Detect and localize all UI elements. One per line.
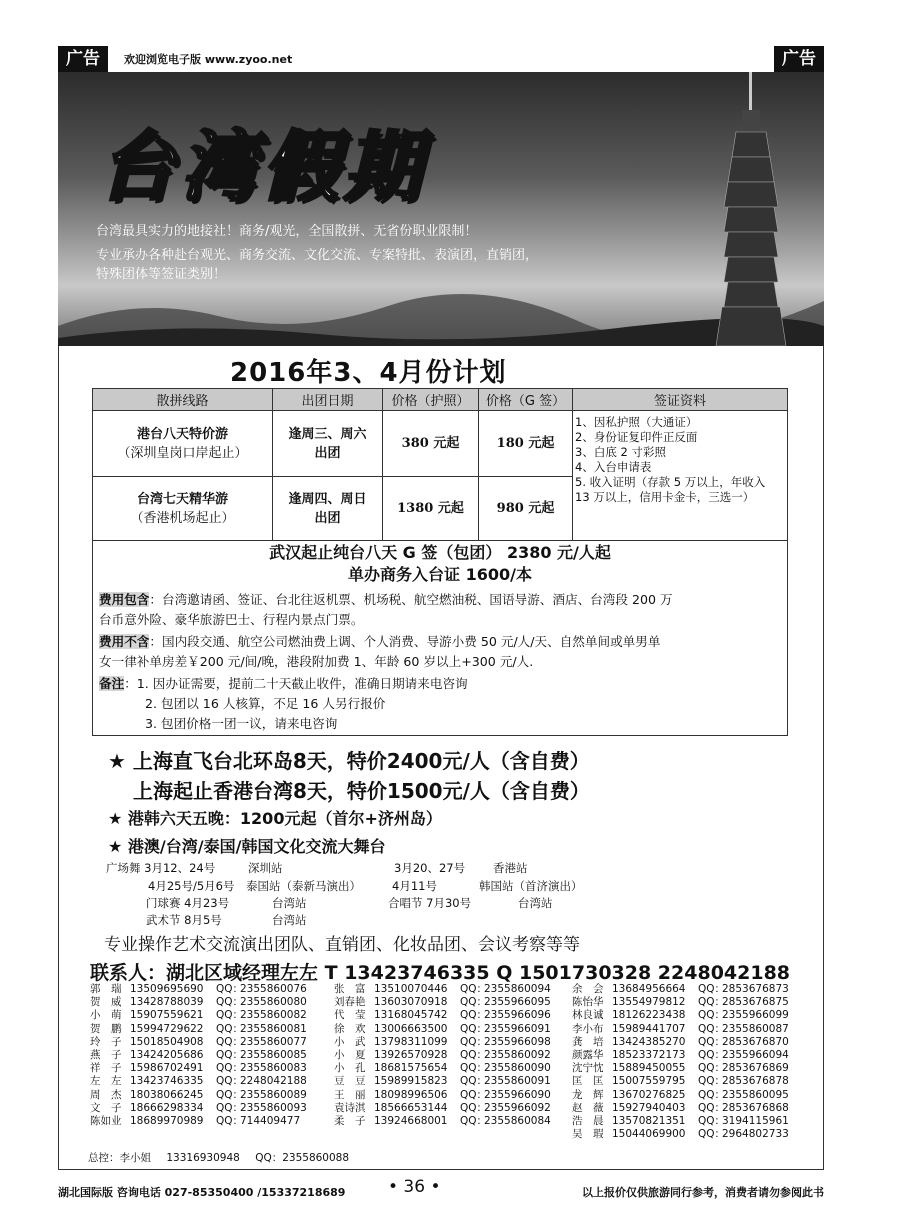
qq-label: QQ： [698, 1048, 726, 1061]
staff-qq: 3194115961 [722, 1114, 789, 1127]
schedule-item: 台湾站 [272, 913, 307, 927]
staff-row [90, 1036, 307, 1049]
staff-qq: 2355860084 [484, 1114, 551, 1127]
visa-cell [573, 411, 788, 541]
staff-row [90, 1089, 307, 1102]
staff-row [334, 996, 551, 1009]
staff-name: 浩 晨 [572, 1114, 604, 1127]
staff-name: 张 富 [334, 983, 366, 995]
qq-label: QQ： [460, 1009, 488, 1022]
wuhan-offer: 武汉起止纯台八天 G 签（包团） 2380 元/人起 [269, 543, 611, 562]
staff-name: 王 丽 [334, 1088, 366, 1101]
staff-qq: 2355966099 [722, 1009, 789, 1022]
staff-name: 余 会 [572, 983, 604, 995]
staff-row [572, 1115, 789, 1128]
hero-title: 台湾假期 [98, 122, 426, 211]
qq-label: QQ： [216, 1114, 244, 1127]
staff-qq: 2355860087 [722, 1022, 789, 1035]
staff-phone: 18126223438 [612, 1009, 686, 1022]
schedule-item: 香港站 [493, 861, 528, 875]
staff-row [334, 1009, 551, 1022]
total-control [88, 1150, 361, 1165]
hero-line-1: 台湾最具实力的地接社！商务/观光，全国散拼、无省份职业限制！ [96, 224, 478, 239]
staff-row [334, 1036, 551, 1049]
staff-qq: 2964802733 [722, 1128, 789, 1141]
contact-line: 联系人：湖北区域经理左左 T 13423746335 Q 1501730328 2248042188 [90, 962, 791, 984]
staff-name: 徐 欢 [334, 1022, 366, 1035]
staff-row [572, 1128, 789, 1141]
staff-phone: 15994729622 [130, 1022, 204, 1035]
schedule-item: 4月11号 [392, 879, 437, 893]
staff-qq: 2355860094 [484, 983, 551, 995]
staff-qq: 2355860080 [240, 996, 307, 1009]
staff-phone: 13924668001 [374, 1114, 448, 1127]
qq-label: QQ： [460, 996, 488, 1009]
fee-exclude-line [99, 632, 783, 652]
staff-name: 玲 子 [90, 1035, 122, 1048]
price-passport: 380 元起 [383, 411, 479, 477]
date-line: 出团 [314, 445, 341, 461]
staff-qq: 2853676878 [722, 1075, 789, 1088]
route-name: 港台八天特价游 [136, 426, 228, 442]
fee-include-label: 费用包含 [99, 592, 150, 607]
staff-row [90, 1115, 307, 1128]
ops-services: 专业操作艺术交流演出团队、直销团、化妆品团、会议考察等等 [104, 935, 580, 955]
staff-name: 陈怡华 [572, 996, 604, 1009]
visa-item: 4、入台申请表 [575, 460, 652, 474]
staff-qq: 2355966095 [484, 996, 551, 1009]
staff-phone: 15044069900 [612, 1128, 686, 1141]
schedule-item: 广场舞 3月12、24号 [106, 861, 216, 875]
qq-label: QQ： [460, 1022, 488, 1035]
visa-item: 2、身份证复印件正反面 [575, 430, 698, 444]
route-sub: （香港机场起止） [130, 510, 235, 526]
staff-row [90, 996, 307, 1009]
price-g: 980 元起 [479, 477, 573, 541]
date-line: 逢周四、周日 [288, 491, 367, 507]
staff-name: 匡 匡 [572, 1075, 604, 1088]
staff-qq: 2355860085 [240, 1048, 307, 1061]
fee-include-line [99, 590, 783, 610]
schedule-item: 4月25号/5月6号 [148, 879, 235, 893]
visa-item: 3、白底 2 寸彩照 [575, 445, 666, 459]
plan-table [92, 388, 788, 541]
staff-phone: 18038066245 [130, 1088, 204, 1101]
total-qq: QQ：2355860088 [255, 1152, 350, 1164]
staff-phone: 15927940403 [612, 1101, 686, 1114]
staff-phone: 13424205686 [130, 1048, 204, 1061]
date-line: 逢周三、周六 [288, 426, 367, 442]
staff-row [90, 1049, 307, 1062]
staff-qq: 714409477 [240, 1114, 301, 1127]
staff-name: 龚 培 [572, 1035, 604, 1048]
promo-shanghai-hk-taiwan: 上海起止香港台湾8天，特价1500元/人（含自费） [133, 779, 590, 803]
staff-name: 文 子 [90, 1101, 122, 1114]
staff-name: 沈宁忱 [572, 1062, 604, 1075]
staff-row [334, 1062, 551, 1075]
fee-box [92, 540, 788, 736]
staff-name: 燕 子 [90, 1048, 122, 1061]
plan-table-header [93, 389, 788, 411]
promo-shanghai-taipei: ★ 上海直飞台北环岛8天，特价2400元/人（含自费） [108, 749, 590, 773]
staff-row [334, 1089, 551, 1102]
staff-phone: 18098996506 [374, 1088, 448, 1101]
staff-name: 林良诚 [572, 1009, 604, 1022]
total-label: 总控：李小姐 [88, 1152, 151, 1164]
visa-item: 5. 收入证明（存款 5 万以上，年收入 [575, 475, 766, 489]
qq-label: QQ： [460, 1114, 488, 1127]
qq-label: QQ： [216, 1035, 244, 1048]
staff-row [334, 1075, 551, 1088]
qq-label: QQ： [216, 1022, 244, 1035]
table-row [93, 411, 788, 477]
staff-row [90, 983, 307, 996]
staff-phone: 13570821351 [612, 1114, 686, 1127]
staff-qq: 2355966096 [484, 1009, 551, 1022]
staff-row [334, 1102, 551, 1115]
date-cell [273, 477, 383, 541]
staff-qq: 2355966094 [722, 1048, 789, 1061]
hero-line-3: 特殊团体等签证类别！ [96, 267, 227, 282]
plan-title: 2016年3、4月份计划 [230, 358, 507, 388]
staff-phone: 13168045742 [374, 1009, 448, 1022]
staff-phone: 15007559795 [612, 1075, 686, 1088]
staff-name: 龙 辉 [572, 1088, 604, 1101]
staff-name: 袁诗淇 [334, 1101, 366, 1114]
staff-name: 周 杰 [90, 1088, 122, 1101]
staff-qq: 2853676875 [722, 996, 789, 1009]
staff-name: 代 莹 [334, 1009, 366, 1022]
site-url[interactable]: 欢迎浏览电子版 www.zyoo.net [124, 53, 293, 66]
header-price-g: 价格（G 签） [479, 389, 573, 411]
staff-name: 郭 瑞 [90, 983, 122, 995]
staff-row [572, 996, 789, 1009]
staff-qq: 2248042188 [240, 1075, 307, 1088]
staff-qq: 2853676869 [722, 1062, 789, 1075]
qq-label: QQ： [460, 983, 488, 995]
fee-exclude-label: 费用不含 [99, 634, 150, 649]
schedule-item: 合唱节 7月30号 [388, 896, 472, 910]
staff-column-3 [572, 983, 789, 1141]
taipei-101-tower-image [706, 72, 796, 346]
promo-culture-stage: ★ 港澳/台湾/泰国/韩国文化交流大舞台 [108, 837, 386, 856]
staff-name: 小 夏 [334, 1048, 366, 1061]
staff-phone: 18523372173 [612, 1048, 686, 1061]
staff-phone: 13423746335 [130, 1075, 204, 1088]
staff-phone: 15907559621 [130, 1009, 204, 1022]
staff-phone: 18566653144 [374, 1101, 448, 1114]
staff-name: 祥 子 [90, 1062, 122, 1075]
staff-qq: 2355966091 [484, 1022, 551, 1035]
qq-label: QQ： [698, 1062, 726, 1075]
qq-label: QQ： [460, 1035, 488, 1048]
staff-qq: 2355860092 [484, 1048, 551, 1061]
note-text-1: ：1. 因办证需要，提前二十天截止收件，准确日期请来电咨询 [124, 676, 468, 691]
schedule-item: 台湾站 [518, 896, 553, 910]
staff-qq: 2355860095 [722, 1088, 789, 1101]
fee-include-text-2: 台币意外险、豪华旅游巴士、行程内景点门票。 [99, 612, 364, 627]
schedule-item: 武术节 8月5号 [146, 913, 222, 927]
staff-name: 刘春艳 [334, 996, 366, 1009]
staff-row [334, 1023, 551, 1036]
staff-name: 小 孔 [334, 1062, 366, 1075]
staff-phone: 15018504908 [130, 1035, 204, 1048]
staff-row [334, 1115, 551, 1128]
staff-phone: 13510070446 [374, 983, 448, 995]
staff-row [90, 1023, 307, 1036]
staff-qq: 2355966092 [484, 1101, 551, 1114]
ad-tag-left: 广告 [58, 46, 108, 72]
qq-label: QQ： [460, 1062, 488, 1075]
staff-qq: 2355860082 [240, 1009, 307, 1022]
route-sub: （深圳皇岗口岸起止） [117, 445, 248, 461]
staff-phone: 13554979812 [612, 996, 686, 1009]
schedule-item: 泰国站（泰新马演出） [246, 879, 361, 893]
visa-item: 1、因私护照（大通证） [575, 415, 698, 429]
schedule-item: 台湾站 [272, 896, 307, 910]
staff-qq: 2355860083 [240, 1062, 307, 1075]
qq-label: QQ： [460, 1048, 488, 1061]
note-label: 备注 [99, 676, 125, 691]
qq-label: QQ： [216, 1048, 244, 1061]
staff-name: 小 武 [334, 1035, 366, 1048]
staff-row [334, 1049, 551, 1062]
qq-label: QQ： [460, 1088, 488, 1101]
note-text-3: 3. 包团价格一团一议，请来电咨询 [145, 716, 338, 731]
staff-qq: 2853676873 [722, 983, 789, 995]
staff-name: 贺 威 [90, 996, 122, 1009]
top-bar [58, 46, 824, 74]
staff-row [572, 1023, 789, 1036]
staff-qq: 2355860091 [484, 1075, 551, 1088]
staff-row [572, 1089, 789, 1102]
qq-label: QQ： [216, 1101, 244, 1114]
note-line [99, 674, 783, 694]
fee-exclude-text: ：国内段交通、航空公司燃油费上调、个人消费、导游小费 50 元/人/天、自然单间或单男单 [149, 634, 661, 649]
staff-phone: 18689970989 [130, 1114, 204, 1127]
staff-phone: 13006663500 [374, 1022, 448, 1035]
schedule-item: 韩国站（首济演出） [479, 879, 583, 893]
staff-qq: 2355966098 [484, 1035, 551, 1048]
staff-phone: 13603070918 [374, 996, 448, 1009]
staff-phone: 13428788039 [130, 996, 204, 1009]
total-phone: 13316930948 [166, 1152, 240, 1164]
staff-qq: 2853676868 [722, 1101, 789, 1114]
header-visa: 签证资料 [573, 389, 788, 411]
staff-phone: 13670276825 [612, 1088, 686, 1101]
staff-phone: 13424385270 [612, 1035, 686, 1048]
staff-phone: 18666298334 [130, 1101, 204, 1114]
ad-tag-right: 广告 [774, 46, 824, 72]
qq-label: QQ： [216, 1062, 244, 1075]
header-price-passport: 价格（护照） [383, 389, 479, 411]
staff-row [572, 1049, 789, 1062]
staff-qq: 2355860077 [240, 1035, 307, 1048]
staff-row [572, 983, 789, 996]
qq-label: QQ： [698, 1075, 726, 1088]
staff-name: 赵 薇 [572, 1101, 604, 1114]
qq-label: QQ： [698, 1009, 726, 1022]
staff-phone: 13926570928 [374, 1048, 448, 1061]
qq-label: QQ： [460, 1075, 488, 1088]
route-name: 台湾七天精华游 [136, 491, 228, 507]
business-permit-offer: 单办商务入台证 1600/本 [348, 565, 532, 584]
fee-exclude-text-2: 女一律补单房差￥200 元/间/晚，港段附加费 1、年龄 60 岁以上+300 元/人. [99, 654, 534, 669]
price-g: 180 元起 [479, 411, 573, 477]
staff-name: 小 萌 [90, 1009, 122, 1022]
staff-phone: 15989915823 [374, 1075, 448, 1088]
date-line: 出团 [314, 510, 341, 526]
route-cell [93, 411, 273, 477]
qq-label: QQ： [698, 983, 726, 995]
schedule-item: 3月20、27号 [394, 861, 466, 875]
staff-row [90, 1009, 307, 1022]
qq-label: QQ： [216, 1088, 244, 1101]
staff-phone: 15889450055 [612, 1062, 686, 1075]
price-passport: 1380 元起 [383, 477, 479, 541]
page-footer [58, 1176, 824, 1202]
qq-label: QQ： [698, 1114, 726, 1127]
staff-column-1 [90, 983, 307, 1128]
staff-phone: 13509695690 [130, 983, 204, 995]
qq-label: QQ： [698, 1088, 726, 1101]
note-text-2: 2. 包团以 16 人核算，不足 16 人另行报价 [145, 696, 386, 711]
qq-label: QQ： [698, 996, 726, 1009]
fee-include-text: ：台湾邀请函、签证、台北往返机票、机场税、航空燃油税、国语导游、酒店、台湾段 200 万 [149, 592, 673, 607]
staff-row [90, 1062, 307, 1075]
staff-qq: 2853676870 [722, 1035, 789, 1048]
staff-row [90, 1075, 307, 1088]
qq-label: QQ： [460, 1101, 488, 1114]
staff-phone: 18681575654 [374, 1062, 448, 1075]
staff-name: 豆 豆 [334, 1075, 366, 1088]
staff-row [572, 1102, 789, 1115]
staff-qq: 2355966090 [484, 1088, 551, 1101]
staff-row [572, 1062, 789, 1075]
staff-qq: 2355860090 [484, 1062, 551, 1075]
staff-qq: 2355860081 [240, 1022, 307, 1035]
qq-label: QQ： [216, 996, 244, 1009]
date-cell [273, 411, 383, 477]
footer-disclaimer: 以上报价仅供旅游同行参考，消费者请勿参阅此书 [582, 1186, 824, 1199]
route-cell [93, 477, 273, 541]
header-route: 散拼线路 [93, 389, 273, 411]
staff-name: 左 左 [90, 1075, 122, 1088]
staff-name: 颜露华 [572, 1048, 604, 1061]
staff-qq: 2355860089 [240, 1088, 307, 1101]
footer-contact: 湖北国际版 咨询电话 027-85350400 /15337218689 [58, 1186, 346, 1199]
staff-qq: 2355860076 [240, 983, 307, 995]
promo-hk-korea: ★ 港韩六天五晚：1200元起（首尔+济州岛） [108, 809, 442, 828]
qq-label: QQ： [216, 983, 244, 995]
staff-phone: 15986702491 [130, 1062, 204, 1075]
hero-line-2: 专业承办各种赴台观光、商务交流、文化交流、专案特批、表演团，直销团， [96, 248, 539, 263]
staff-phone: 13684956664 [612, 983, 686, 995]
qq-label: QQ： [216, 1075, 244, 1088]
hero-banner [58, 72, 824, 346]
qq-label: QQ： [698, 1128, 726, 1141]
staff-name: 柔 子 [334, 1114, 366, 1127]
qq-label: QQ： [698, 1035, 726, 1048]
staff-qq: 2355860093 [240, 1101, 307, 1114]
staff-column-2 [334, 983, 551, 1128]
header-date: 出团日期 [273, 389, 383, 411]
staff-phone: 13798311099 [374, 1035, 448, 1048]
staff-row [572, 1009, 789, 1022]
staff-name: 吴 瑕 [572, 1128, 604, 1141]
staff-row [572, 1036, 789, 1049]
staff-name: 陈如业 [90, 1114, 122, 1127]
staff-row [334, 983, 551, 996]
staff-phone: 15989441707 [612, 1022, 686, 1035]
visa-item: 13 万以上，信用卡金卡，三选一） [575, 490, 755, 504]
staff-name: 李小布 [572, 1022, 604, 1035]
qq-label: QQ： [698, 1101, 726, 1114]
schedule-item: 门球赛 4月23号 [146, 896, 230, 910]
staff-row [90, 1102, 307, 1115]
qq-label: QQ： [698, 1022, 726, 1035]
schedule-item: 深圳站 [248, 861, 283, 875]
page-number: • 36 • [388, 1177, 441, 1197]
qq-label: QQ： [216, 1009, 244, 1022]
staff-row [572, 1075, 789, 1088]
staff-name: 贺 鹏 [90, 1022, 122, 1035]
